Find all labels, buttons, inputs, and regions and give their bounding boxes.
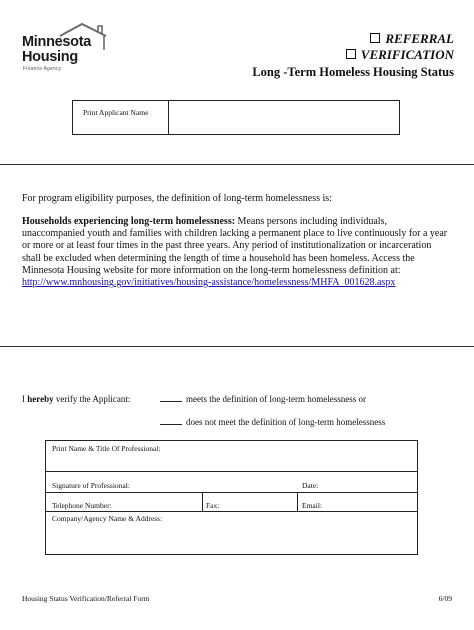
referral-checkbox[interactable] <box>370 33 380 43</box>
fax-column-divider <box>202 492 203 512</box>
referral-label: REFERRAL <box>385 31 454 46</box>
telephone-label: Telephone Number: <box>52 501 112 510</box>
meets-blank-line[interactable] <box>160 401 182 402</box>
applicant-name-label-cell <box>73 101 169 134</box>
definition-body: Means persons including individuals, unaccompanied youth and families with children lacking a permanent place to live continuously for a year or more or at least four times in the past three years. Any period of institutionalization or incarceration shall be excluded when determining the length of time a household has been homeless. Access the Minnesota Housing website for more information on the long-term homelessness definition at: <box>22 216 448 276</box>
signature-label: Signature of Professional: <box>52 481 130 490</box>
name-title-label: Print Name & Title Of Professional: <box>52 444 161 453</box>
email-column-divider <box>297 492 298 512</box>
definition-intro: For program eligibility purposes, the definition of long-term homelessness is: <box>22 193 332 204</box>
applicant-name-field[interactable] <box>169 101 399 134</box>
option-meets <box>160 394 366 404</box>
company-row-border <box>46 511 417 512</box>
middle-divider <box>0 346 474 347</box>
verify-statement <box>22 394 130 404</box>
option-not-meets-text: does not meet the definition of long-term homelessness <box>186 417 386 427</box>
logo-text-line2: Housing <box>22 49 78 65</box>
date-label: Date: <box>302 481 319 490</box>
definition-term: Households experiencing long-term homelessness: <box>22 216 236 227</box>
verify-hereby: hereby <box>27 394 54 404</box>
verification-label: VERIFICATION <box>360 47 454 62</box>
logo-text-line1: Minnesota <box>22 34 92 50</box>
applicant-name-label: Print Applicant Name <box>83 108 149 117</box>
company-field[interactable] <box>46 523 417 555</box>
telephone-row-border <box>46 492 417 493</box>
company-label: Company/Agency Name & Address: <box>52 514 163 523</box>
verification-option[interactable] <box>346 47 454 63</box>
not-meets-blank-line[interactable] <box>160 424 182 425</box>
definition-link[interactable]: http://www.mnhousing.gov/initiatives/housing-assistance/homelessness/MHFA_001628.aspx <box>22 277 396 289</box>
applicant-name-table <box>72 100 400 135</box>
logo-text-line3: Finance Agency <box>23 66 62 72</box>
referral-option[interactable] <box>370 31 454 47</box>
signature-field[interactable] <box>46 472 417 490</box>
verify-prefix: I <box>22 394 28 404</box>
verify-prefix-end: verify the Applicant: <box>53 394 131 404</box>
email-label: Email: <box>302 501 322 510</box>
footer-form-name: Housing Status Verification/Referral Form <box>22 594 150 603</box>
name-title-field[interactable] <box>46 453 417 471</box>
option-not-meets <box>160 417 385 427</box>
fax-label: Fax: <box>206 501 220 510</box>
verification-checkbox[interactable] <box>346 49 356 59</box>
professional-info-table <box>45 440 418 555</box>
minnesota-housing-logo <box>22 24 112 80</box>
option-meets-text: meets the definition of long-term homelessness or <box>186 394 366 404</box>
form-title: Long -Term Homeless Housing Status <box>252 65 454 79</box>
definition-paragraph <box>22 216 452 289</box>
top-divider <box>0 164 474 165</box>
footer-date: 6/09 <box>438 594 452 603</box>
